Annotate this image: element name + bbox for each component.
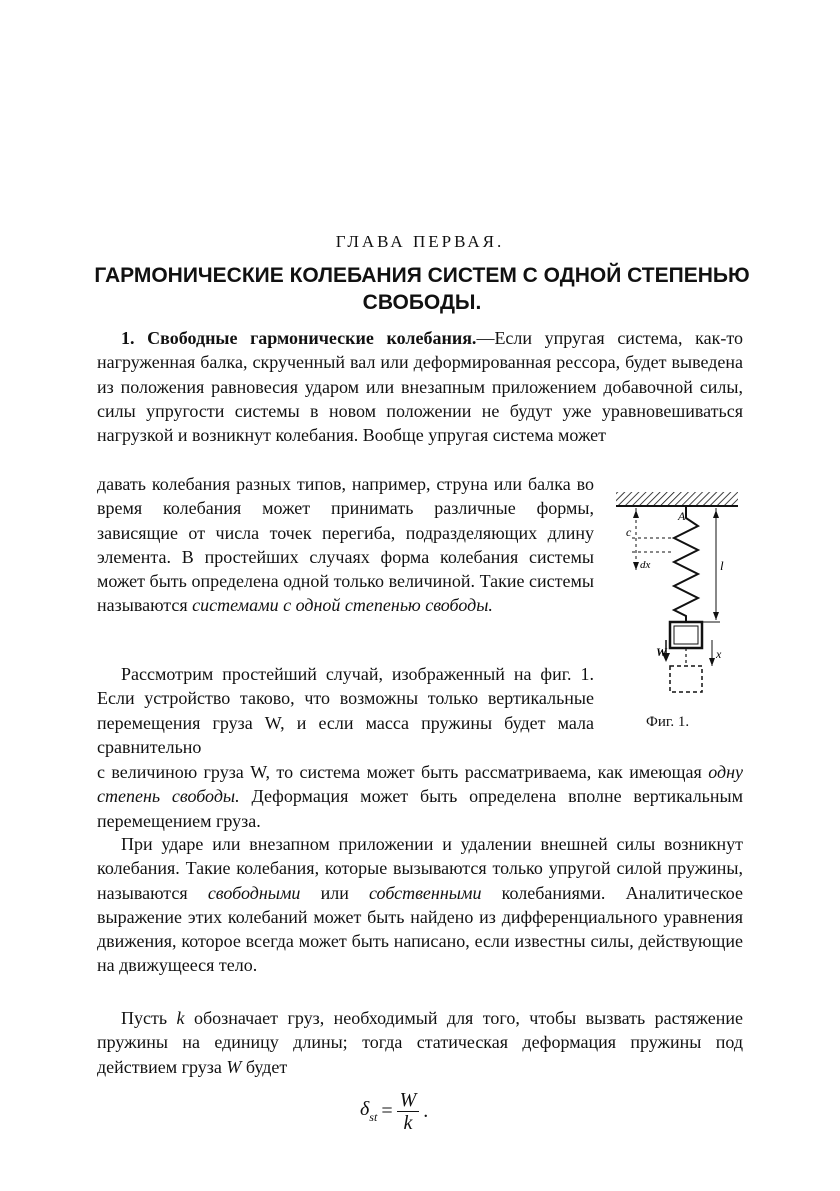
label-A: A — [678, 509, 686, 523]
figure-1 — [612, 490, 742, 710]
paragraph-4 — [97, 1006, 743, 1079]
section-heading: 1. Свободные гармонические колебания. — [121, 328, 477, 348]
paragraph-3-text-c: колебаниями. Аналитическое выражение этих колебаний может быть найдено из дифференциального уравнения движения, которое всегда может быть написано, если известны силы, действующие на движущееся тело. — [97, 882, 743, 976]
term-single-dof-systems: системами с одной степенью свободы. — [192, 595, 493, 616]
spring — [674, 506, 698, 622]
formula-end: . — [423, 1099, 429, 1122]
paragraph-3-text-a: При ударе или внезапном приложении и удалении внешней силы возникнут колебания. Такие колебания, которые вызываются только упругой силой пружины, называются — [97, 834, 743, 903]
mass-inner — [674, 626, 698, 644]
arrow-l-top — [713, 510, 719, 518]
paragraph-1-text: —Если упругая система, как-то нагруженная балка, скрученный вал или деформированная рессора, будет выведена из положения равновесия ударом или внезапным приложением добавочной силы, силы упругости системы в новом положении не будут уже уравновешиваться нагрузкой и возникнут колебания. Вообще упругая система может — [97, 328, 743, 446]
arrow-l-bottom — [713, 612, 719, 620]
paragraph-2-narrow — [97, 662, 594, 759]
arrow-top — [633, 510, 639, 518]
paragraph-1-intro — [97, 326, 743, 447]
paragraph-3-text-b: или — [300, 882, 370, 903]
label-l: l — [720, 558, 724, 573]
label-c: c — [626, 525, 632, 539]
arrow-bottom — [633, 562, 639, 570]
symbol-k: k — [176, 1008, 185, 1028]
chapter-label: ГЛАВА ПЕРВАЯ. — [335, 232, 505, 251]
symbol-W: W — [226, 1056, 242, 1077]
paragraph-4-text-a: Пусть — [121, 1008, 177, 1028]
paragraph-2-continued — [97, 760, 743, 833]
paragraph-2-narrow-text: Рассмотрим простейший случай, изображенный на фиг. 1. Если устройство таково, что возможны только вертикальные перемещения груза W, и если масса пружины будет мала сравнительно — [97, 664, 594, 757]
arrow-x — [709, 658, 715, 666]
spring-mass-diagram — [612, 490, 742, 710]
formula-numerator: W — [397, 1089, 420, 1112]
term-free: свободными — [207, 882, 301, 903]
formula-lhs: $\delta_{st}$ — [360, 1097, 378, 1124]
paragraph-4-text-b: обозначает груз, необходимый для того, чтобы вызвать растяжение пружины на единицу длины; тогда статическая деформация пружины под действием груза — [97, 1008, 743, 1077]
formula-equals: = — [381, 1099, 393, 1122]
term-natural: собственными — [369, 882, 482, 903]
term-one-dof: одну степень свободы. — [97, 762, 743, 807]
paragraph-1-continued — [97, 472, 594, 618]
paragraph-1-continued-text: давать колебания разных типов, например, струна или балка во время колебания может принимать различные формы, зависящие от числа точек перегиба, подразделяющих длину элемента. В простейших случаях форма колебания системы может быть определена одной только величиной. Такие системы называются — [97, 474, 594, 616]
chapter-title: ГАРМОНИЧЕСКИЕ КОЛЕБАНИЯ СИСТЕМ С ОДНОЙ СТЕПЕНЬЮ СВОБОДЫ. — [94, 264, 750, 314]
formula-denominator: k — [403, 1111, 413, 1134]
label-x: x — [716, 647, 722, 661]
paragraph-2-text-b: Деформация может быть определена вполне вертикальным перемещением груза. — [97, 786, 744, 831]
paragraph-2-text-a: с величиною груза W, то система может быть рассматриваема, как имеющая — [97, 762, 709, 782]
label-W: W — [656, 645, 667, 659]
paragraph-4-text-c: будет — [241, 1056, 288, 1077]
formula-subscript: st — [369, 1109, 378, 1124]
formula-fraction — [397, 1089, 420, 1134]
figure-caption: Фиг. 1. — [646, 714, 690, 730]
static-deflection-formula — [360, 1086, 428, 1136]
displaced-mass — [670, 666, 702, 692]
label-dx: dx — [640, 559, 651, 571]
ceiling-hatch — [616, 492, 738, 506]
paragraph-3 — [97, 832, 743, 978]
